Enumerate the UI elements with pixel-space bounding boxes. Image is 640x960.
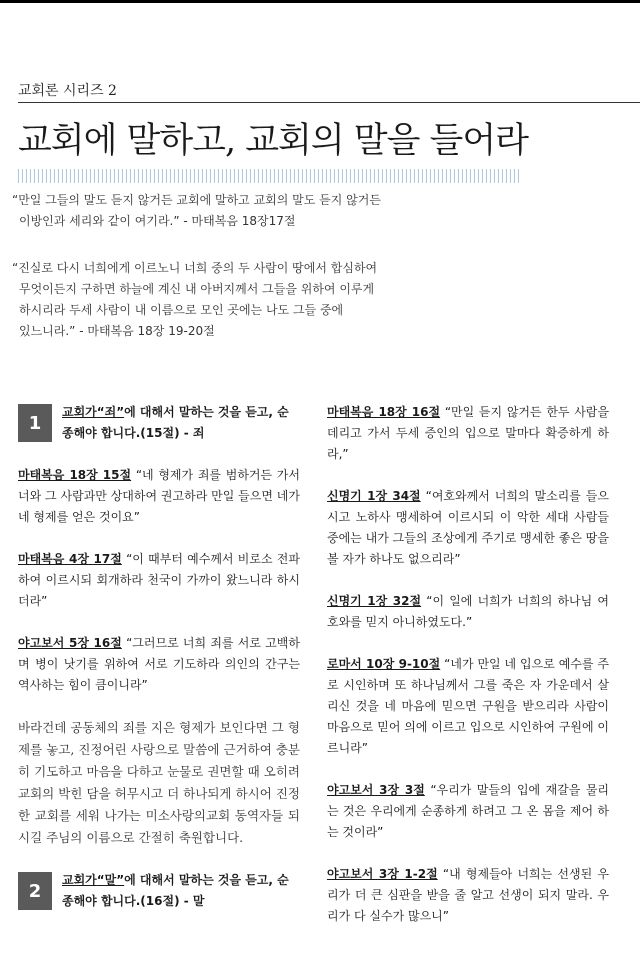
section-heading-1 xyxy=(18,402,300,444)
intro-quote-line: 하시리라 두세 사람이 내 이름으로 모인 곳에는 나도 그들 중에 xyxy=(19,303,344,317)
section-heading-2 xyxy=(18,870,300,912)
exhortation-paragraph: 바라건데 공동체의 죄를 지은 형제가 보인다면 그 형제를 놓고, 진정어린 사랑으로 말씀에 근거하여 충분히 기도하고 마음을 다하고 눈물로 권면할 때 오히려 교회의 박힌 담을 허무시고 더 하나되게 하시어 진정한 교회를 세워 나가는 미소사랑의교회 동역자들 되시길 주님의 이름으로 간절히 축원합니다. xyxy=(18,720,300,845)
verse-block xyxy=(327,864,609,927)
intro-quote-line: “진실로 다시 너희에게 이르노니 너희 중의 두 사람이 땅에서 합심하여 xyxy=(12,261,378,275)
verse-reference: 로마서 10장 9-10절 xyxy=(327,657,441,671)
series-label: 교회론 시리즈 2 xyxy=(18,83,117,99)
verse-text: “이 일에 너희가 너희의 하나님 여호와를 믿지 아니하였도다.” xyxy=(327,594,609,629)
verse-reference: 신명기 1장 34절 xyxy=(327,489,421,503)
left-column xyxy=(18,402,300,933)
verse-text: “이 때부터 예수께서 비로소 전파하여 이르시되 회개하라 천국이 가까이 왔느니라 하시더라” xyxy=(18,552,300,608)
verse-block xyxy=(18,465,300,528)
intro-quote-line: 이방인과 세리와 같이 여기라.” - 마태복음 18장17절 xyxy=(19,214,296,228)
verse-block xyxy=(18,633,300,696)
section-number-badge: 2 xyxy=(18,872,52,910)
intro-quote-1 xyxy=(12,190,381,232)
intro-quote-line: “만일 그들의 말도 듣지 않거든 교회에 말하고 교회의 말도 듣지 않거든 xyxy=(12,193,381,207)
verse-text: “그러므로 너희 죄를 서로 고백하며 병이 낫기를 위하여 서로 기도하라 의인의 간구는 역사하는 힘이 큼이니라” xyxy=(18,636,300,692)
verse-reference: 야고보서 3장 1-2절 xyxy=(327,867,438,881)
verse-reference: 마태복음 18장 15절 xyxy=(18,468,132,482)
section-number-badge: 1 xyxy=(18,404,52,442)
section-heading-text: 교회가“죄”에 대해서 말하는 것을 듣고, 순종해야 합니다.(15절) - 죄 xyxy=(62,405,289,440)
top-border xyxy=(0,0,640,3)
right-column xyxy=(327,402,609,948)
verse-block xyxy=(327,780,609,843)
intro-quote-line: 있느니라.” - 마태복음 18장 19-20절 xyxy=(19,324,215,338)
verse-reference: 야고보서 5장 16절 xyxy=(18,636,122,650)
verse-reference: 마태복음 4장 17절 xyxy=(18,552,122,566)
verse-text: “여호와께서 너희의 말소리를 들으시고 노하사 맹세하여 이르시되 이 악한 세대 사람들 중에는 내가 그들의 조상에게 주기로 맹세한 좋은 땅을 볼 자가 하나도 없으리라” xyxy=(327,489,609,566)
verse-text: “네 형제가 죄를 범하거든 가서 너와 그 사람과만 상대하여 권고하라 만일 들으면 네가 네 형제를 얻은 것이요” xyxy=(18,468,300,524)
verse-text: “우리가 말들의 입에 재갈을 물리는 것은 우리에게 순종하게 하려고 그 온 몸을 제어 하는 것이라” xyxy=(327,783,609,839)
verse-text: “네가 만일 네 입으로 예수를 주로 시인하며 또 하나님께서 그를 죽은 자 가운데서 살리신 것을 네 마음에 믿으면 구원을 받으리라 사람이 마음으로 믿어 의에 이르고 입으로 시인하여 구원에 이르니라” xyxy=(327,657,609,755)
verse-block xyxy=(327,591,609,633)
verse-reference: 야고보서 3장 3절 xyxy=(327,783,425,797)
verse-block xyxy=(18,549,300,612)
series-divider xyxy=(18,102,640,103)
section-heading-text: 교회가“말”에 대해서 말하는 것을 듣고, 순종해야 합니다.(16절) - 말 xyxy=(62,873,289,908)
verse-block xyxy=(327,654,609,759)
verse-block xyxy=(327,486,609,570)
verse-text: “만일 듣지 않거든 한두 사람을 데리고 가서 두세 증인의 입으로 말마다 확증하게 하라,” xyxy=(327,405,609,461)
verse-text: “내 형제들아 너희는 선생된 우리가 더 큰 심판을 받을 줄 알고 선생이 되지 말라. 우리가 다 실수가 많으니” xyxy=(327,867,609,923)
page-title: 교회에 말하고, 교회의 말을 들어라 xyxy=(18,121,528,161)
intro-quote-2 xyxy=(12,258,377,342)
verse-block xyxy=(327,402,609,465)
decorative-stripe xyxy=(18,169,520,183)
verse-reference: 마태복음 18장 16절 xyxy=(327,405,441,419)
verse-reference: 신명기 1장 32절 xyxy=(327,594,422,608)
intro-quote-line: 무엇이든지 구하면 하늘에 계신 내 아버지께서 그들을 위하여 이루게 xyxy=(19,282,375,296)
